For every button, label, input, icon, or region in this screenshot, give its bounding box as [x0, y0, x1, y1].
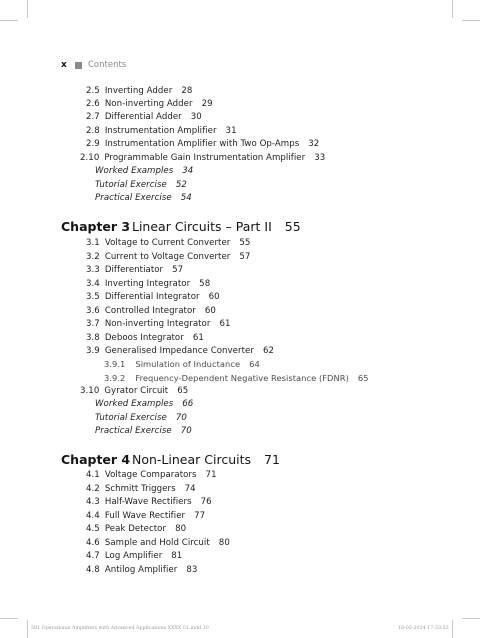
toc-entry: 3.7 Non-inverting Integrator 61 — [86, 319, 231, 329]
toc-entry: 4.4 Full Wave Rectifier 77 — [86, 511, 206, 521]
toc-entry: 3.5 Differential Integrator 60 — [86, 292, 220, 302]
toc-entry: 2.5 Inverting Adder 28 — [86, 86, 193, 96]
running-title: Contents — [88, 60, 127, 70]
page-number: x — [61, 60, 67, 70]
crop-mark — [27, 620, 28, 638]
toc-entry: 4.7 Log Amplifier 81 — [86, 551, 183, 561]
toc-extra-entry: Worked Examples 34 — [95, 166, 194, 176]
toc-entry: 3.6 Controlled Integrator 60 — [86, 306, 216, 316]
crop-mark — [462, 20, 480, 21]
toc-entry: 2.8 Instrumentation Amplifier 31 — [86, 126, 237, 136]
toc-entry: 4.1 Voltage Comparators 71 — [86, 470, 217, 480]
chapter-heading: Chapter 4 Non-Linear Circuits 71 — [61, 452, 280, 467]
crop-mark — [452, 620, 453, 638]
toc-entry: 4.2 Schmitt Triggers 74 — [86, 484, 196, 494]
toc-entry: 4.3 Half-Wave Rectifiers 76 — [86, 497, 212, 507]
crop-mark — [27, 0, 28, 18]
square-bullet-icon — [75, 62, 82, 69]
toc-extra-entry: Practical Exercise 70 — [95, 426, 192, 436]
print-file-info: 501 Operational Amplifiers with Advanced Applications XXXX 01.indd 10 — [31, 626, 209, 631]
toc-entry: 3.10 Gyrator Circuit 65 — [80, 386, 189, 396]
toc-entry: 3.9 Generalised Impedance Converter 62 — [86, 346, 274, 356]
toc-entry: 3.1 Voltage to Current Converter 55 — [86, 238, 251, 248]
crop-mark — [462, 618, 480, 619]
crop-mark — [452, 0, 453, 18]
print-timestamp: 18-03-2024 17:33:53 — [398, 626, 449, 631]
toc-entry: 3.4 Inverting Integrator 58 — [86, 279, 211, 289]
toc-extra-entry: Worked Examples 66 — [95, 399, 194, 409]
toc-entry: 3.3 Differentiator 57 — [86, 265, 184, 275]
toc-extra-entry: Tutorial Exercise 70 — [95, 413, 187, 423]
toc-entry: 2.7 Differential Adder 30 — [86, 112, 202, 122]
toc-entry: 3.2 Current to Voltage Converter 57 — [86, 252, 251, 262]
toc-entry: 4.8 Antilog Amplifier 83 — [86, 565, 198, 575]
running-header — [61, 59, 126, 71]
toc-entry: 2.10 Programmable Gain Instrumentation Amplifier 33 — [80, 153, 326, 163]
toc-entry: 3.8 Deboos Integrator 61 — [86, 333, 204, 343]
crop-mark — [0, 20, 18, 21]
toc-subentry: 3.9.2 Frequency-Dependent Negative Resistance (FDNR) 65 — [104, 373, 369, 383]
toc-extra-entry: Practical Exercise 54 — [95, 193, 192, 203]
crop-mark — [0, 618, 18, 619]
toc-extra-entry: Tutorial Exercise 52 — [95, 180, 187, 190]
toc-entry: 2.9 Instrumentation Amplifier with Two Op-Amps 32 — [86, 139, 320, 149]
chapter-heading: Chapter 3 Linear Circuits – Part II 55 — [61, 219, 301, 234]
toc-entry: 4.6 Sample and Hold Circuit 80 — [86, 538, 230, 548]
toc-entry: 4.5 Peak Detector 80 — [86, 524, 187, 534]
toc-entry: 2.6 Non-inverting Adder 29 — [86, 99, 213, 109]
toc-subentry: 3.9.1 Simulation of Inductance 64 — [104, 359, 260, 369]
